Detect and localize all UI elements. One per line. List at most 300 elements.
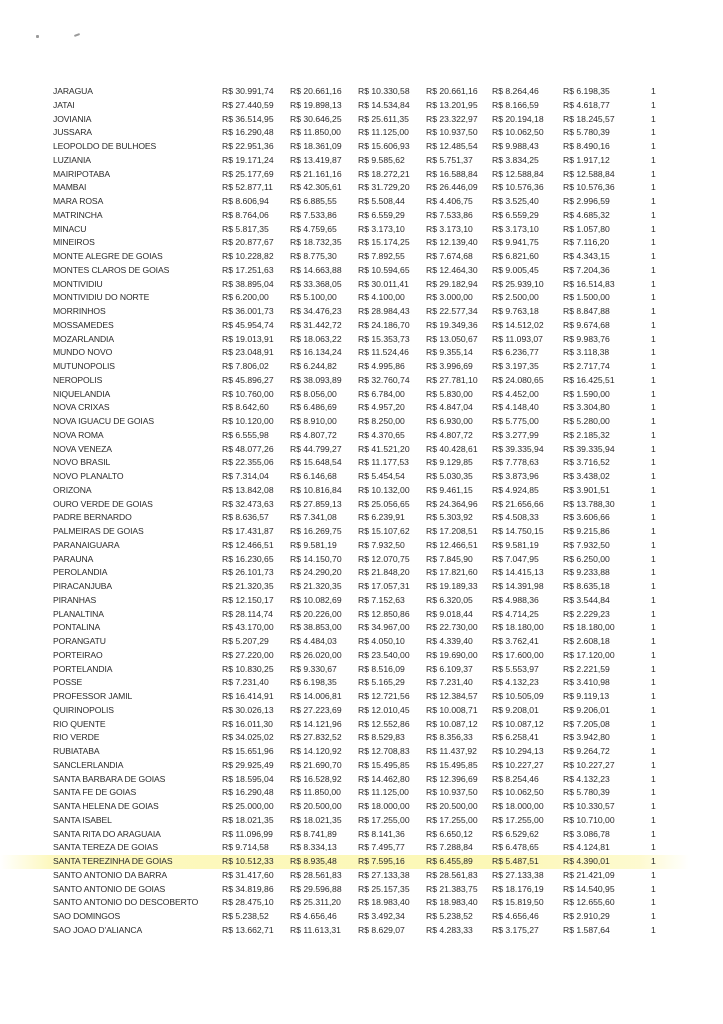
- table-row: [0, 168, 723, 182]
- table-row: [0, 566, 723, 580]
- municipality-name: JOVIANIA: [53, 113, 92, 124]
- value-col-4: R$ 7.845,90: [426, 553, 473, 564]
- value-col-3: R$ 34.967,00: [358, 622, 410, 633]
- value-col-5: R$ 3.762,41: [492, 636, 539, 646]
- count-value: 1: [651, 869, 656, 880]
- value-col-3: R$ 41.521,20: [358, 443, 410, 454]
- value-col-2: R$ 26.020,00: [290, 649, 342, 660]
- value-col-3: R$ 25.157,35: [358, 883, 410, 894]
- value-col-1: R$ 45.954,74: [222, 319, 274, 330]
- value-col-1: R$ 9.714,58: [222, 842, 269, 853]
- value-col-1: R$ 8.636,57: [222, 512, 269, 523]
- value-col-1: R$ 13.662,71: [222, 924, 274, 935]
- value-col-1: R$ 31.417,60: [222, 869, 274, 880]
- value-col-5: R$ 14.750,15: [492, 526, 544, 536]
- value-col-3: R$ 10.132,00: [358, 484, 410, 495]
- value-col-6: R$ 4.390,01: [563, 856, 610, 866]
- count-value: 1: [651, 911, 656, 921]
- value-col-2: R$ 8.775,30: [290, 251, 337, 261]
- value-col-4: R$ 22.730,00: [426, 622, 478, 633]
- value-col-3: R$ 6.784,00: [358, 388, 405, 399]
- value-col-4: R$ 4.847,04: [426, 402, 473, 413]
- municipality-name: MOSSAMEDES: [53, 319, 114, 330]
- value-col-5: R$ 3.873,96: [492, 471, 539, 481]
- value-col-4: R$ 3.173,10: [426, 223, 473, 234]
- value-col-5: R$ 21.656,66: [492, 498, 544, 509]
- table-row: [0, 759, 723, 773]
- value-col-6: R$ 2.185,32: [563, 429, 610, 440]
- count-value: 1: [651, 801, 656, 811]
- municipality-name: ORIZONA: [53, 484, 92, 495]
- municipality-name: SANCLERLANDIA: [53, 759, 124, 770]
- value-col-6: R$ 2.717,74: [563, 361, 610, 371]
- count-value: 1: [651, 292, 656, 303]
- value-col-2: R$ 14.006,81: [290, 691, 342, 701]
- value-col-3: R$ 15.353,73: [358, 333, 410, 344]
- value-col-5: R$ 9.763,18: [492, 306, 539, 316]
- value-col-4: R$ 12.139,40: [426, 237, 478, 248]
- value-col-1: R$ 28.475,10: [222, 897, 274, 908]
- value-col-6: R$ 3.304,80: [563, 402, 610, 413]
- value-col-2: R$ 11.850,00: [290, 127, 341, 138]
- value-col-2: R$ 18.732,35: [290, 237, 342, 248]
- value-col-6: R$ 21.421,09: [563, 869, 615, 880]
- count-value: 1: [651, 374, 656, 385]
- count-value: 1: [651, 209, 656, 220]
- value-col-1: R$ 25.177,69: [222, 168, 274, 179]
- value-col-1: R$ 7.231,40: [222, 677, 269, 688]
- value-col-2: R$ 44.799,27: [290, 443, 342, 454]
- value-col-3: R$ 3.173,10: [358, 223, 405, 234]
- count-value: 1: [651, 746, 656, 756]
- value-col-5: R$ 18.176,19: [492, 883, 544, 894]
- value-col-6: R$ 4.618,77: [563, 99, 610, 110]
- value-col-2: R$ 10.082,69: [290, 594, 342, 605]
- value-col-4: R$ 9.355,14: [426, 347, 473, 358]
- value-col-6: R$ 10.330,57: [563, 801, 615, 811]
- value-col-3: R$ 5.454,54: [358, 471, 405, 481]
- value-col-5: R$ 25.939,10: [492, 278, 544, 289]
- municipality-name: MUTUNOPOLIS: [53, 361, 115, 371]
- table-row: [0, 126, 723, 140]
- value-col-1: R$ 6.200,00: [222, 292, 269, 303]
- municipality-name: LEOPOLDO DE BULHOES: [53, 141, 157, 151]
- count-value: 1: [651, 347, 656, 358]
- value-col-6: R$ 9.264,72: [563, 746, 610, 756]
- value-col-2: R$ 20.226,00: [290, 608, 342, 619]
- municipality-name: QUIRINOPOLIS: [53, 704, 114, 715]
- value-col-1: R$ 5.817,35: [222, 223, 269, 234]
- table-row: [0, 484, 723, 498]
- municipality-name: MONTE ALEGRE DE GOIAS: [53, 251, 163, 261]
- value-col-5: R$ 24.080,65: [492, 374, 544, 385]
- value-col-6: R$ 3.716,52: [563, 457, 610, 468]
- table-row: [0, 649, 723, 663]
- table-row: [0, 278, 723, 292]
- count-value: 1: [651, 594, 656, 605]
- value-col-5: R$ 3.175,27: [492, 924, 539, 935]
- municipality-name: NOVA IGUACU DE GOIAS: [53, 416, 154, 426]
- count-value: 1: [651, 567, 656, 578]
- value-col-5: R$ 5.775,00: [492, 416, 539, 426]
- value-col-5: R$ 5.553,97: [492, 663, 539, 674]
- value-col-1: R$ 16.290,48: [222, 787, 274, 798]
- value-col-3: R$ 11.125,00: [358, 787, 409, 798]
- value-col-5: R$ 4.924,85: [492, 484, 539, 495]
- value-col-1: R$ 23.048,91: [222, 347, 274, 358]
- value-col-1: R$ 48.077,26: [222, 443, 274, 454]
- value-col-2: R$ 34.476,23: [290, 306, 342, 316]
- value-col-1: R$ 32.473,63: [222, 498, 274, 509]
- municipality-name: RUBIATABA: [53, 746, 100, 756]
- count-value: 1: [651, 113, 656, 124]
- table-row: [0, 841, 723, 855]
- table-row: [0, 896, 723, 910]
- table-row: [0, 209, 723, 223]
- municipality-name: PORTEIRAO: [53, 649, 103, 660]
- value-col-5: R$ 17.255,00: [492, 814, 544, 825]
- value-col-5: R$ 6.236,77: [492, 347, 539, 358]
- value-col-5: R$ 5.487,51: [492, 856, 539, 866]
- value-col-4: R$ 19.690,00: [426, 649, 478, 660]
- municipality-name: SANTA HELENA DE GOIAS: [53, 801, 159, 811]
- value-col-5: R$ 8.264,46: [492, 86, 539, 96]
- value-col-2: R$ 14.120,92: [290, 746, 342, 756]
- value-col-2: R$ 14.150,70: [290, 553, 342, 564]
- value-col-4: R$ 7.674,68: [426, 251, 473, 261]
- value-col-1: R$ 20.877,67: [222, 237, 274, 248]
- value-col-6: R$ 3.942,80: [563, 732, 610, 743]
- municipality-values-table: [0, 85, 723, 938]
- municipality-name: MINEIROS: [53, 237, 95, 248]
- value-col-3: R$ 18.272,21: [358, 168, 410, 179]
- count-value: 1: [651, 691, 656, 701]
- value-col-3: R$ 7.932,50: [358, 539, 405, 550]
- count-value: 1: [651, 608, 656, 619]
- value-col-4: R$ 17.208,51: [426, 526, 478, 536]
- municipality-name: PORANGATU: [53, 636, 106, 646]
- value-col-5: R$ 3.277,99: [492, 429, 539, 440]
- value-col-5: R$ 4.656,46: [492, 911, 539, 921]
- value-col-3: R$ 14.534,84: [358, 99, 410, 110]
- count-value: 1: [651, 99, 656, 110]
- value-col-5: R$ 6.478,65: [492, 842, 539, 853]
- value-col-5: R$ 2.500,00: [492, 292, 539, 303]
- table-row: [0, 594, 723, 608]
- count-value: 1: [651, 677, 656, 688]
- value-col-4: R$ 4.283,33: [426, 924, 473, 935]
- value-col-6: R$ 4.343,15: [563, 251, 610, 261]
- value-col-4: R$ 18.983,40: [426, 897, 478, 908]
- value-col-2: R$ 19.898,13: [290, 99, 342, 110]
- count-value: 1: [651, 759, 656, 770]
- count-value: 1: [651, 484, 656, 495]
- value-col-6: R$ 18.180,00: [563, 622, 615, 633]
- municipality-name: SANTA RITA DO ARAGUAIA: [53, 828, 161, 839]
- value-col-3: R$ 15.174,25: [358, 237, 410, 248]
- value-col-6: R$ 12.655,60: [563, 897, 615, 908]
- value-col-3: R$ 4.995,86: [358, 361, 405, 371]
- municipality-name: SANTA BARBARA DE GOIAS: [53, 773, 166, 784]
- value-col-2: R$ 29.596,88: [290, 883, 342, 894]
- value-col-4: R$ 19.349,36: [426, 319, 478, 330]
- value-col-2: R$ 5.100,00: [290, 292, 337, 303]
- count-value: 1: [651, 154, 656, 165]
- value-col-6: R$ 4.132,23: [563, 773, 610, 784]
- value-col-4: R$ 6.109,37: [426, 663, 473, 674]
- municipality-name: MONTIVIDIU DO NORTE: [53, 292, 150, 303]
- value-col-4: R$ 5.830,00: [426, 388, 473, 399]
- value-col-4: R$ 13.050,67: [426, 333, 478, 344]
- municipality-name: SAO DOMINGOS: [53, 911, 121, 921]
- value-col-4: R$ 5.030,35: [426, 471, 473, 481]
- count-value: 1: [651, 718, 656, 729]
- municipality-name: MATRINCHA: [53, 209, 103, 220]
- value-col-2: R$ 6.885,55: [290, 196, 337, 206]
- value-col-3: R$ 4.957,20: [358, 402, 405, 413]
- value-col-5: R$ 18.180,00: [492, 622, 544, 633]
- value-col-2: R$ 30.646,25: [290, 113, 342, 124]
- value-col-5: R$ 10.294,13: [492, 746, 544, 756]
- value-col-2: R$ 28.561,83: [290, 869, 342, 880]
- table-row: [0, 346, 723, 360]
- value-col-1: R$ 27.220,00: [222, 649, 274, 660]
- value-col-3: R$ 8.529,83: [358, 732, 405, 743]
- value-col-6: R$ 10.576,36: [563, 182, 615, 193]
- count-value: 1: [651, 429, 656, 440]
- table-row: [0, 580, 723, 594]
- count-value: 1: [651, 416, 656, 426]
- value-col-2: R$ 20.500,00: [290, 801, 342, 811]
- value-col-3: R$ 10.330,58: [358, 86, 410, 96]
- municipality-name: MOZARLANDIA: [53, 333, 114, 344]
- value-col-1: R$ 11.096,99: [222, 828, 273, 839]
- municipality-name: LUZIANIA: [53, 154, 91, 165]
- count-value: 1: [651, 856, 656, 866]
- value-col-3: R$ 17.057,31: [358, 581, 410, 591]
- value-col-1: R$ 43.170,00: [222, 622, 274, 633]
- value-col-5: R$ 9.988,43: [492, 141, 539, 151]
- value-col-1: R$ 5.238,52: [222, 911, 269, 921]
- value-col-3: R$ 5.508,44: [358, 196, 405, 206]
- municipality-name: NOVO PLANALTO: [53, 471, 124, 481]
- value-col-5: R$ 6.529,62: [492, 828, 539, 839]
- table-row: [0, 621, 723, 635]
- value-col-2: R$ 21.161,16: [290, 168, 342, 179]
- value-col-1: R$ 18.021,35: [222, 814, 274, 825]
- value-col-5: R$ 10.087,12: [492, 718, 544, 729]
- table-row: [0, 690, 723, 704]
- value-col-6: R$ 6.198,35: [563, 86, 610, 96]
- value-col-3: R$ 8.516,09: [358, 663, 405, 674]
- value-col-1: R$ 26.101,73: [222, 567, 274, 578]
- value-col-4: R$ 6.930,00: [426, 416, 473, 426]
- table-row: [0, 195, 723, 209]
- value-col-4: R$ 7.533,86: [426, 209, 473, 220]
- table-row: [0, 608, 723, 622]
- value-col-1: R$ 34.025,02: [222, 732, 274, 743]
- value-col-6: R$ 3.438,02: [563, 471, 610, 481]
- value-col-3: R$ 17.255,00: [358, 814, 410, 825]
- value-col-3: R$ 18.983,40: [358, 897, 410, 908]
- count-value: 1: [651, 526, 656, 536]
- count-value: 1: [651, 581, 656, 591]
- value-col-4: R$ 40.428,61: [426, 443, 478, 454]
- value-col-2: R$ 11.850,00: [290, 787, 341, 798]
- value-col-2: R$ 16.134,24: [290, 347, 342, 358]
- value-col-2: R$ 31.442,72: [290, 319, 342, 330]
- value-col-1: R$ 21.320,35: [222, 581, 274, 591]
- municipality-name: SANTA TEREZA DE GOIAS: [53, 842, 159, 853]
- value-col-3: R$ 8.250,00: [358, 416, 405, 426]
- count-value: 1: [651, 663, 656, 674]
- municipality-name: SAO JOAO D'ALIANCA: [53, 924, 143, 935]
- value-col-1: R$ 16.011,30: [222, 718, 273, 729]
- value-col-5: R$ 9.208,01: [492, 704, 539, 715]
- value-col-6: R$ 3.410,98: [563, 677, 610, 688]
- table-row: [0, 223, 723, 237]
- value-col-3: R$ 12.010,45: [358, 704, 410, 715]
- value-col-5: R$ 15.819,50: [492, 897, 544, 908]
- count-value: 1: [651, 402, 656, 413]
- count-value: 1: [651, 306, 656, 316]
- value-col-2: R$ 18.021,35: [290, 814, 342, 825]
- count-value: 1: [651, 237, 656, 248]
- value-col-2: R$ 13.419,87: [290, 154, 342, 165]
- value-col-5: R$ 39.335,94: [492, 443, 544, 454]
- value-col-2: R$ 27.223,69: [290, 704, 342, 715]
- value-col-2: R$ 7.533,86: [290, 209, 337, 220]
- value-col-3: R$ 12.070,75: [358, 553, 410, 564]
- value-col-6: R$ 5.780,39: [563, 787, 610, 798]
- value-col-6: R$ 8.490,16: [563, 141, 610, 151]
- value-col-1: R$ 10.228,82: [222, 251, 274, 261]
- count-value: 1: [651, 649, 656, 660]
- value-col-6: R$ 18.245,57: [563, 113, 615, 124]
- count-value: 1: [651, 828, 656, 839]
- value-col-6: R$ 10.710,00: [563, 814, 615, 825]
- value-col-2: R$ 14.121,96: [290, 718, 342, 729]
- value-col-4: R$ 4.339,40: [426, 636, 473, 646]
- count-value: 1: [651, 787, 656, 798]
- value-col-2: R$ 38.093,89: [290, 374, 342, 385]
- value-col-1: R$ 22.951,36: [222, 141, 274, 151]
- municipality-name: MONTES CLAROS DE GOIAS: [53, 264, 170, 275]
- value-col-2: R$ 4.807,72: [290, 429, 337, 440]
- value-col-6: R$ 9.119,13: [563, 691, 610, 701]
- value-col-2: R$ 11.613,31: [290, 924, 341, 935]
- value-col-5: R$ 14.415,13: [492, 567, 544, 578]
- value-col-2: R$ 25.311,20: [290, 897, 341, 908]
- municipality-name: MARA ROSA: [53, 196, 104, 206]
- value-col-3: R$ 8.141,36: [358, 828, 405, 839]
- value-col-4: R$ 20.500,00: [426, 801, 478, 811]
- value-col-5: R$ 9.005,45: [492, 264, 539, 275]
- value-col-4: R$ 21.383,75: [426, 883, 478, 894]
- value-col-6: R$ 1.500,00: [563, 292, 610, 303]
- value-col-6: R$ 7.932,50: [563, 539, 610, 550]
- count-value: 1: [651, 264, 656, 275]
- count-value: 1: [651, 333, 656, 344]
- table-row: [0, 456, 723, 470]
- municipality-name: PARANAIGUARA: [53, 539, 120, 550]
- value-col-2: R$ 8.935,48: [290, 856, 337, 866]
- value-col-6: R$ 14.540,95: [563, 883, 615, 894]
- value-col-2: R$ 6.198,35: [290, 677, 337, 688]
- value-col-6: R$ 2.229,23: [563, 608, 610, 619]
- table-row: [0, 85, 723, 99]
- count-value: 1: [651, 127, 656, 138]
- value-col-5: R$ 9.941,75: [492, 237, 539, 248]
- value-col-1: R$ 17.251,63: [222, 264, 274, 275]
- value-col-6: R$ 17.120,00: [563, 649, 615, 660]
- municipality-name: RIO VERDE: [53, 732, 100, 743]
- municipality-name: PIRANHAS: [53, 594, 97, 605]
- value-col-1: R$ 6.555,98: [222, 429, 269, 440]
- value-col-1: R$ 7.314,04: [222, 471, 269, 481]
- value-col-3: R$ 6.559,29: [358, 209, 405, 220]
- value-col-6: R$ 3.606,66: [563, 512, 610, 523]
- value-col-1: R$ 10.120,00: [222, 416, 274, 426]
- value-col-4: R$ 12.466,51: [426, 539, 478, 550]
- count-value: 1: [651, 471, 656, 481]
- value-col-3: R$ 7.595,16: [358, 856, 405, 866]
- value-col-6: R$ 1.590,00: [563, 388, 610, 399]
- value-col-3: R$ 30.011,41: [358, 278, 409, 289]
- table-row: [0, 236, 723, 250]
- value-col-1: R$ 25.000,00: [222, 801, 274, 811]
- value-col-4: R$ 6.320,05: [426, 594, 473, 605]
- value-col-4: R$ 17.821,60: [426, 567, 478, 578]
- value-col-2: R$ 4.656,46: [290, 911, 337, 921]
- value-col-4: R$ 6.455,89: [426, 856, 473, 866]
- value-col-1: R$ 7.806,02: [222, 361, 269, 371]
- value-col-5: R$ 4.988,36: [492, 594, 539, 605]
- value-col-2: R$ 4.759,65: [290, 223, 337, 234]
- value-col-3: R$ 4.370,65: [358, 429, 405, 440]
- count-value: 1: [651, 539, 656, 550]
- value-col-4: R$ 22.577,34: [426, 306, 478, 316]
- municipality-name: RIO QUENTE: [53, 718, 106, 729]
- value-col-6: R$ 7.116,20: [563, 237, 610, 248]
- value-col-5: R$ 7.047,95: [492, 553, 539, 564]
- value-col-2: R$ 20.661,16: [290, 86, 342, 96]
- municipality-name: NOVO BRASIL: [53, 457, 111, 468]
- value-col-3: R$ 31.729,20: [358, 182, 410, 193]
- table-row: [0, 635, 723, 649]
- value-col-1: R$ 30.991,74: [222, 86, 274, 96]
- table-row: [0, 663, 723, 677]
- value-col-3: R$ 10.594,65: [358, 264, 410, 275]
- value-col-4: R$ 24.364,96: [426, 498, 478, 509]
- value-col-4: R$ 29.182,94: [426, 278, 478, 289]
- value-col-6: R$ 9.233,88: [563, 567, 610, 578]
- value-col-3: R$ 4.100,00: [358, 292, 405, 303]
- municipality-name: JARAGUA: [53, 86, 93, 96]
- count-value: 1: [651, 196, 656, 206]
- count-value: 1: [651, 251, 656, 261]
- count-value: 1: [651, 498, 656, 509]
- value-col-4: R$ 26.446,09: [426, 182, 478, 193]
- table-row: [0, 731, 723, 745]
- value-col-5: R$ 7.778,63: [492, 457, 539, 468]
- value-col-6: R$ 3.544,84: [563, 594, 610, 605]
- value-col-4: R$ 9.018,44: [426, 608, 473, 619]
- count-value: 1: [651, 278, 656, 289]
- value-col-4: R$ 23.322,97: [426, 113, 478, 124]
- value-col-6: R$ 9.674,68: [563, 319, 610, 330]
- value-col-3: R$ 8.629,07: [358, 924, 405, 935]
